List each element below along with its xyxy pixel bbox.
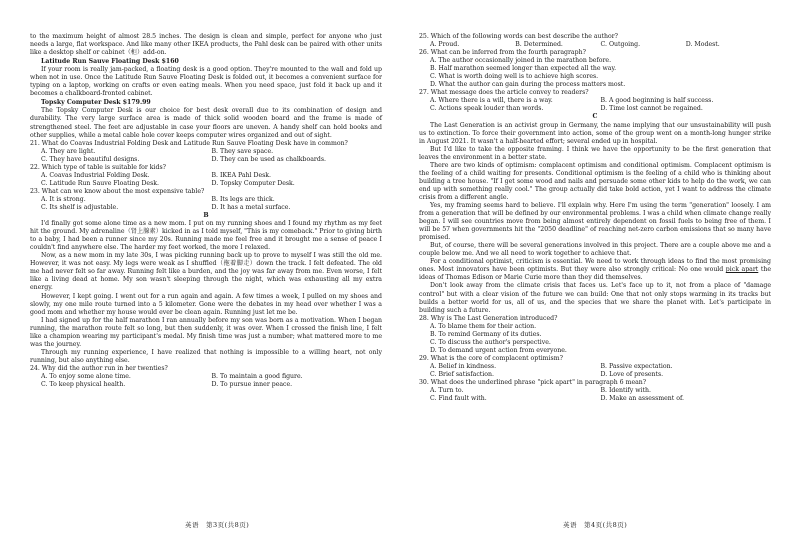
option: A. Where there is a will, there is a way. (430, 97, 553, 105)
option: C. Latitude Run Sauve Floating Desk. (41, 179, 159, 187)
option: B. IKEA Pahl Desk. (211, 171, 272, 179)
passage-c-paragraph: Don't look away from the climate crisis that faces us. Let's face up to it, not from a place of "damage control" but with a clear vision of the future we can build: One that not only stops warming in its tracks but builds a better world for us, all of us, and the species that we share the planet with. Let's participate in building such a future. (419, 282, 771, 314)
option: C. Outgoing. (600, 41, 641, 49)
product-text-topsky: The Topsky Computer Desk is our choice for best desk overall due to its combination of design and durability. The very large surface area is made of thick solid wooden board and the frame is made of strengthened steel. The feet are adjustable in case your floors are uneven. A handy shelf can hold books and other supplies, while a metal cable hole cover keeps computer wires organized and out of sight. (30, 107, 382, 139)
passage-c-paragraph: But, of course, there will be several generations involved in this project. There are a couple above me and a couple below me. And we all need to work together to achieve that. (419, 242, 771, 258)
option: D. Make an assessment of. (600, 395, 684, 403)
option: D. Topsky Computer Desk. (211, 179, 295, 187)
right-column (419, 33, 771, 403)
question-28: 28. Why is The Last Generation introduced? (419, 314, 558, 322)
option: C. They have beautiful designs. (41, 155, 140, 163)
question-27-options (430, 97, 771, 113)
question-22: 22. Which type of table is suitable for kids? (30, 163, 166, 171)
question-22-options (41, 172, 382, 188)
passage-b-paragraph: However, I kept going. I went out for a run again and again. A few times a week, I pulled on my shoes and slowly, my one mile route turned into a 5 kilometer. Gone were the debates in my head over whether I was a good mom and whether my house would ever be clean again. Running just let me be. (30, 292, 382, 316)
option: A. The author occasionally joined in the marathon before. (430, 57, 612, 65)
option: C. What is worth doing well is to achieve high scores. (430, 73, 599, 81)
option: B. To maintain a good figure. (211, 372, 303, 380)
option: C. Its shelf is adjustable. (41, 203, 119, 211)
passage-c-paragraph: The Last Generation is an activist group in Germany, the name implying that our unsustainability will push us to extinction. To force their government into action, some of the group went on a month-long hunger strike in August 2021. It wasn't a half-hearted effort; several ended up in hospital. (419, 121, 771, 145)
section-heading-b: B (203, 212, 209, 220)
passage-c-paragraph: But I'd like to take the opposite framing. I think we have the opportunity to be the first generation that leaves the environment in a better state. (419, 145, 771, 161)
product-text-latitude: If your room is really jam-packed, a floating desk is a good option. They're mounted to the wall and fold up when not in use. Once the Latitude Run Sauve Floating Desk is folded out, it becomes a convenient surface for typing on a laptop, working on crafts or even eating meals. When you need space, just fold it back up and it becomes a chalkboard-fronted cabinet. (30, 66, 382, 98)
page-footer-right: 英语 第4页(共8页) (563, 521, 628, 529)
option: C. To keep physical health. (41, 381, 126, 389)
question-29-options (430, 363, 771, 379)
passage-b-paragraph: I'd finally got some alone time as a new mom. I put on my running shoes and I found my rhythm as my feet hit the ground. My adrenaline（肾上腺素）kicked in as I told myself, "This is my comeback." Prior to giving birth to a baby, I had been a runner since my 20s. Running made me feel free and it brought me a sense of peace I couldn't find anywhere else. The harder my feet worked, the more I relaxed. (30, 220, 382, 252)
option: A. Coavas Industrial Folding Desk. (41, 171, 150, 179)
paragraph-text: the ideas of Thomas Edison or Marie Curie more than they did themselves. (419, 266, 771, 282)
passage-a-continued: to the maximum height of almost 28.5 inches. The design is clean and simple, perfect for anyone who just needs a large, flat workspace. And like many other IKEA products, the Pahl desk can be paired with other units like a desktop shelf or cabinet（柜）add-on. (30, 33, 382, 57)
option: B. Half marathon seemed longer than expected all the way. (430, 65, 617, 73)
underlined-phrase: pick apart (725, 266, 759, 274)
option: B. Passive expectation. (600, 362, 673, 370)
option: A. Proud. (430, 41, 460, 49)
option: A. Turn to. (430, 387, 464, 395)
question-21: 21. What do Coavas Industrial Folding Desk and Latitude Run Sauve Floating Desk have in common? (30, 139, 348, 147)
option: B. Determined. (515, 41, 563, 49)
passage-b-paragraph: Now, as a new mom in my late 30s, I was picking running back up to prove to myself I was still the old me. However, it was not easy. My legs were weak as I shuffled（拖着脚走）down the track. I felt defeated. The old me had never felt so far away. Running felt like a burden, and the joy was far away from me. Even worse, I felt like a living dead at home. My son wasn't sleeping through the night, which was exhausting all my extra energy. (30, 252, 382, 292)
product-title-latitude: Latitude Run Sauve Floating Desk $160 (41, 58, 179, 66)
option: A. To blame them for their action. (430, 322, 537, 330)
option: D. To pursue inner peace. (211, 381, 293, 389)
option: A. Belief in kindness. (430, 362, 497, 370)
question-21-options (41, 148, 382, 164)
option: C. Actions speak louder than words. (430, 105, 544, 113)
product-title-topsky: Topsky Computer Desk $179.99 (41, 99, 151, 107)
section-heading-c: C (592, 113, 598, 121)
option: A. To enjoy some alone time. (41, 372, 131, 380)
question-23: 23. What can we know about the most expensive table? (30, 187, 205, 195)
option: D. To demand urgent action from everyone. (430, 346, 567, 354)
question-24: 24. Why did the author run in her twenties? (30, 364, 168, 372)
option: A. They are light. (41, 147, 96, 155)
option: D. They can be used as chalkboards. (211, 155, 326, 163)
paragraph-text: For a conditional optimist, criticism is essential. We need to work through ideas to find the most promising ones. Most innovators have been optimists. But they were also strongly critical: No one would (419, 258, 771, 274)
passage-c-paragraph: There are two kinds of optimism: complacent optimism and conditional optimism. Complacent optimism is the feeling of a child waiting for presents. Conditional optimism is the feeling of a child who is thinking about building a tree house. "If I get some wood and nails and persuade some other kids to help do the work, we can end up with something really cool." The group actually did take bold action, yet I want to address the climate crisis from a different angle. (419, 161, 771, 201)
option: C. To discuss the author's perspective. (430, 338, 551, 346)
option: B. Its legs are thick. (211, 195, 275, 203)
question-25-options (430, 41, 771, 49)
question-24-options (41, 373, 382, 389)
option: B. They save space. (211, 147, 274, 155)
option: D. Modest. (685, 41, 720, 49)
passage-c-paragraph: Yes, my framing seems hard to believe. I'll explain why. Here I'm using the term "generation" loosely. I am from a generation that will be defined by our environmental problems. I was a child when climate change really began. I will see countries move from being almost entirely dependent on fossil fuels to being free of them. I will be 57 when governments hit the "2050 deadline" of reaching net-zero carbon emissions that so many have promised. (419, 201, 771, 242)
question-29: 29. What is the core of complacent optimism? (419, 354, 563, 362)
passage-c-paragraph (419, 258, 771, 282)
option: D. Time lost cannot be regained. (600, 105, 703, 113)
question-25: 25. Which of the following words can best describe the author? (419, 33, 618, 40)
page-footer-left: 英语 第3页(共8页) (185, 521, 250, 529)
left-column (30, 33, 382, 389)
passage-b-paragraph: Through my running experience, I have realized that nothing is impossible to a willing heart, not only running, but also anything else. (30, 348, 382, 364)
question-30: 30. What does the underlined phrase "pick apart" in paragraph 6 mean? (419, 379, 647, 387)
option: B. Identify with. (600, 387, 651, 395)
question-30-options (430, 387, 771, 403)
question-26: 26. What can be inferred from the fourth paragraph? (419, 49, 586, 57)
passage-b-paragraph: I had signed up for the half marathon I ran annually before my son was born as a motivation. When I began running, the marathon route felt so long, but then suddenly, it was over. When I crossed the finish line, I felt like a champion wearing my participant's medal. My finish time was just a number; what mattered more to me was the journey. (30, 316, 382, 348)
option: C. Find fault with. (430, 395, 487, 403)
option: A. It is strong. (41, 195, 86, 203)
question-27: 27. What message does the article convey to readers? (419, 89, 589, 97)
option: D. Love of presents. (600, 370, 664, 378)
option: D. What the author can gain during the process matters most. (430, 81, 626, 89)
option: D. It has a metal surface. (211, 203, 291, 211)
option: B. A good beginning is half success. (600, 97, 714, 105)
question-23-options (41, 196, 382, 212)
option: C. Brief satisfaction. (430, 370, 494, 378)
option: B. To remind Germany of its duties. (430, 330, 542, 338)
